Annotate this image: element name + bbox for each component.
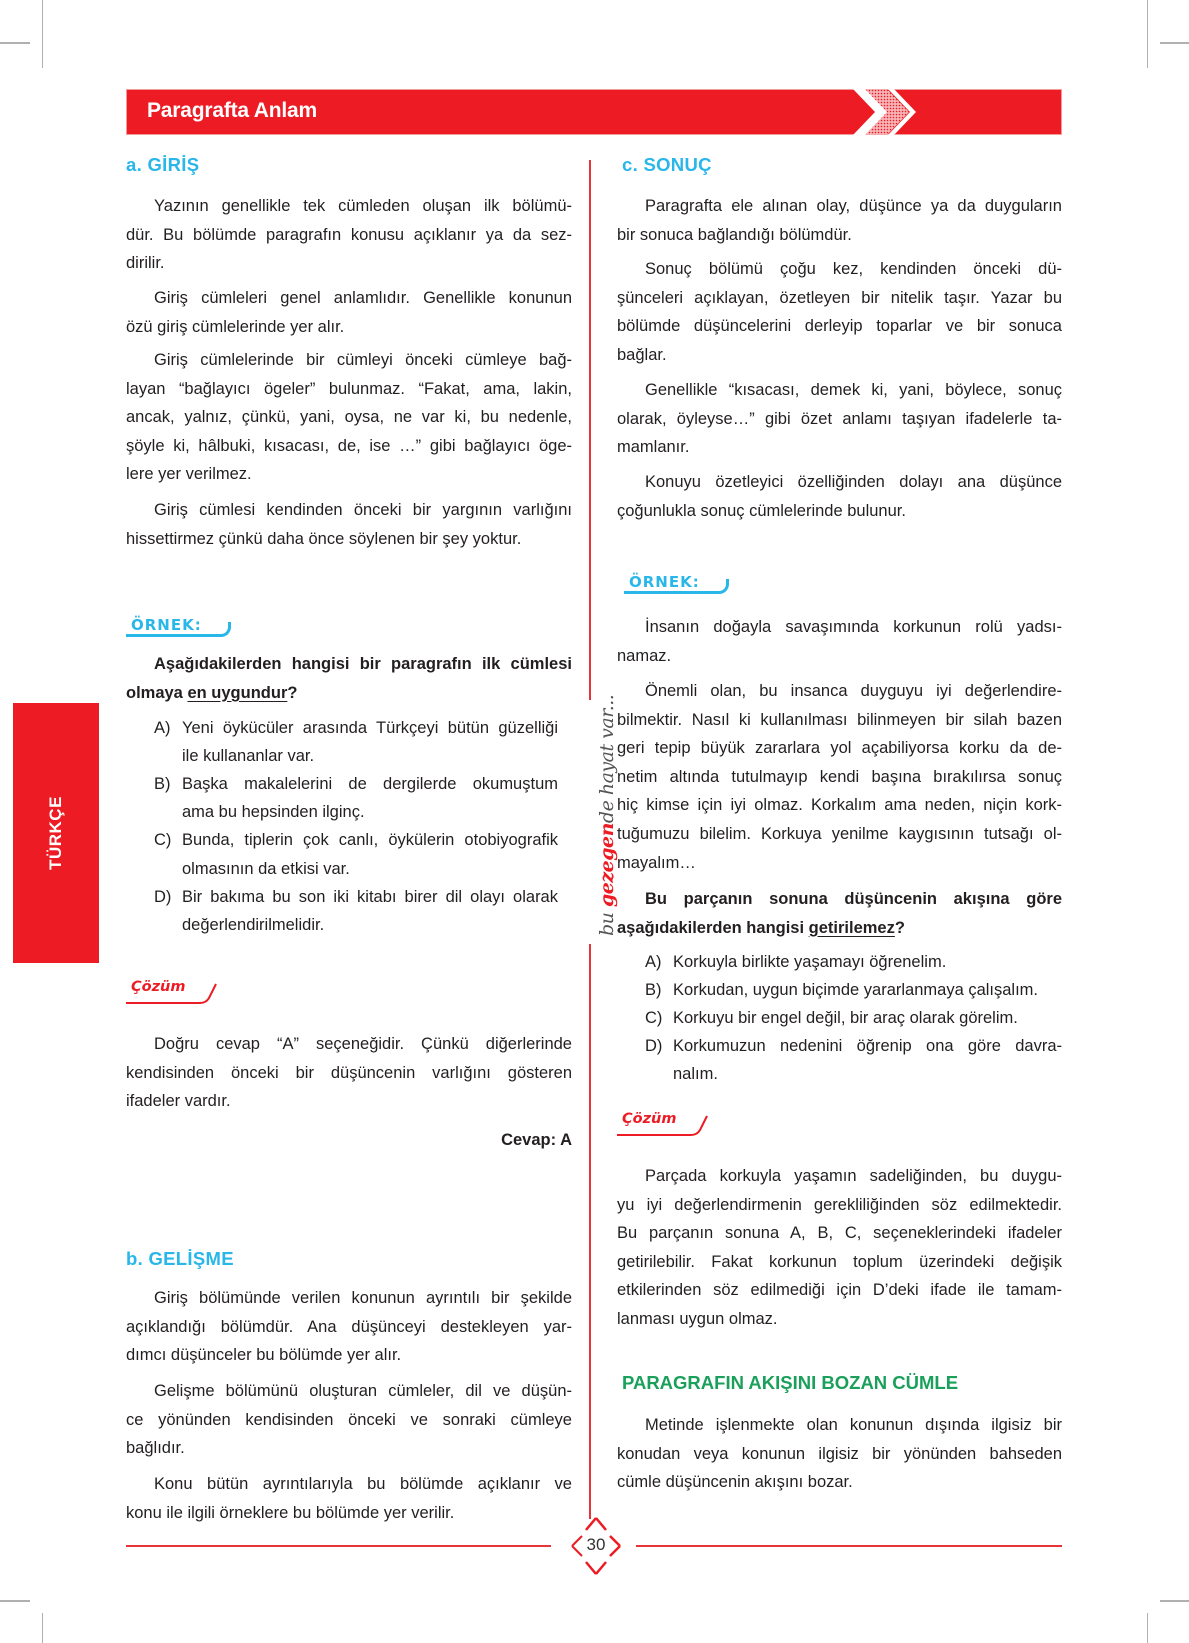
paragraph-line: Giriş cümlelerinde bir cümleyi önceki cümleye bağ-	[154, 351, 572, 369]
option-text: Yeni öykücüler arasında Türkçeyi bütün güzelliği	[182, 719, 558, 737]
question-line: Aşağıdakilerden hangisi bir paragrafın ilk cümlesi	[154, 655, 572, 673]
option-letter: C)	[154, 831, 172, 850]
crop-mark	[1160, 1600, 1189, 1602]
solution-label: Çözüm	[622, 1111, 677, 1127]
crop-mark	[1147, 0, 1148, 68]
paragraph-line: Giriş cümleleri genel anlamlıdır. Genellikle konunun	[154, 289, 572, 307]
option-text: Korkuyla birlikte yaşamayı öğrenelim.	[673, 953, 947, 971]
paragraph-line: Yazının genellikle tek cümleden oluşan ilk bölümü-	[154, 197, 572, 215]
column-divider	[589, 160, 591, 700]
page-number: 30	[586, 1535, 606, 1554]
emphasis-underlined: getirilemez	[808, 918, 895, 937]
chapter-title: Paragrafta Anlam	[147, 99, 317, 122]
paragraph-line: bir sonuca bağlandığı bölümdür.	[617, 225, 852, 244]
example-label-underline	[126, 622, 231, 637]
option-text: ama bu hepsinden ilginç.	[182, 803, 365, 822]
paragraph-line: olarak, öyleyse…” gibi özet anlamı taşıyan ifadelerle ta-	[617, 409, 1062, 428]
paragraph-line: tuğumuzu bilelim. Korkuya yenilme kaygısının tutsağı ol-	[617, 825, 1062, 843]
question-fragment: ?	[894, 918, 905, 937]
crop-mark	[0, 1600, 30, 1602]
column-divider	[589, 944, 591, 1519]
option-letter: C)	[645, 1009, 663, 1028]
paragraph-line: Bu parçanın sonuna A, B, C, seçeneklerindeki ifadeler	[617, 1224, 1062, 1243]
paragraph-line: dirilir.	[126, 254, 165, 273]
crop-mark	[42, 0, 43, 68]
paragraph-line: Giriş cümlesi kendinden önceki bir yargının varlığını	[154, 501, 572, 519]
question-fragment: aşağıdakilerden hangisi	[617, 918, 809, 937]
paragraph-line: Doğru cevap “A” seçeneğidir. Çünkü diğerlerinde	[154, 1035, 572, 1053]
paragraph-line: ce yönünden kendisinden önceki ve sonraki cümleye	[126, 1410, 572, 1429]
paragraph-line: mamlanır.	[617, 438, 690, 457]
paragraph-line: Konuyu özetleyici özelliğinden dolayı ana düşünce	[645, 473, 1062, 491]
solution-label: Çözüm	[131, 979, 186, 995]
option-letter: B)	[154, 775, 171, 794]
option-text: Bir bakıma bu son iki kitabı birer dil olayı olarak	[182, 887, 558, 906]
section-heading-gelisme: b. GELİŞME	[126, 1248, 234, 1269]
paragraph-line: ancak, yalnız, çünkü, yani, oysa, ne var ki, bu nedenle,	[126, 408, 572, 427]
question-fragment: olmaya	[126, 683, 188, 702]
paragraph-line: bağlıdır.	[126, 1439, 185, 1458]
paragraph-line: Gelişme bölümünü oluşturan cümleler, dil ve düşün-	[154, 1382, 572, 1400]
subject-label: TÜRKÇE	[46, 796, 65, 870]
paragraph-line: namaz.	[617, 646, 672, 665]
option-text: Başka makalelerini de dergilerde okumuştum	[182, 775, 558, 794]
paragraph-line: ifadeler vardır.	[126, 1092, 231, 1111]
page-number-badge	[566, 1516, 626, 1576]
vertical-slogan: bu gezegende hayat var...	[596, 694, 618, 936]
option-text: değerlendirilmelidir.	[182, 915, 325, 934]
crop-mark	[0, 42, 30, 44]
paragraph-line: dımcı düşünceler bu bölümde yer alır.	[126, 1346, 402, 1365]
emphasis-underlined: en uygundur	[187, 683, 288, 702]
question-line	[617, 918, 1062, 938]
option-letter: A)	[154, 719, 171, 737]
paragraph-line: lanması uygun olmaz.	[617, 1310, 778, 1328]
paragraph-line: konudan veya konunun ilgisiz bir yönünden bahseden	[617, 1444, 1062, 1463]
option-text: olmasının da etkisi var.	[182, 859, 350, 878]
paragraph-line: Konu bütün ayrıntılarıyla bu bölümde açıklanır ve	[154, 1475, 572, 1493]
paragraph-line: kendisinden önceki bir düşüncenin varlığını gösteren	[126, 1063, 572, 1082]
footer-rule-left	[126, 1545, 551, 1547]
paragraph-line: İnsanın doğayla savaşımında korkunun rolü yadsı-	[645, 618, 1062, 636]
crop-mark	[42, 1613, 43, 1643]
paragraph-line: şünceleri açıklayan, özetleyen bir nitelik taşır. Yazar bu	[617, 288, 1062, 307]
option-letter: D)	[645, 1037, 663, 1056]
crop-mark	[1160, 42, 1189, 44]
question-fragment: ?	[287, 683, 298, 702]
answer-text: Cevap: A	[501, 1131, 572, 1149]
section-heading-giris: a. GİRİŞ	[126, 154, 200, 175]
paragraph-line: Sonuç bölümü çoğu kez, kendinden önceki dü-	[645, 260, 1062, 278]
paragraph-line: bölümde düşüncelerini derleyip toparlar ve bir sonuca	[617, 317, 1062, 336]
paragraph-line: çoğunlukla sonuç cümlelerinde bulunur.	[617, 501, 906, 520]
option-text: Korkumuzun nedenini öğrenip ona göre davra-	[673, 1037, 1062, 1056]
option-text: Korkuyu bir engel değil, bir araç olarak görelim.	[673, 1009, 1018, 1028]
option-text: Korkudan, uygun biçimde yararlanmaya çalışalım.	[673, 981, 1039, 1000]
section-heading-sonuc: c. SONUÇ	[622, 154, 712, 175]
option-text: nalım.	[673, 1065, 718, 1084]
paragraph-line: Giriş bölümünde verilen konunun ayrıntılı bir şekilde	[154, 1289, 572, 1307]
paragraph-line: cümle düşüncenin akışını bozar.	[617, 1473, 853, 1492]
paragraph-line: layan “bağlayıcı ögeler” bulunmaz. “Fakat, ama, lakin,	[126, 379, 572, 398]
paragraph-line: netim altında tutulmayıp kendi başına bırakılırsa sonuç	[617, 767, 1062, 786]
section-heading-bozan-cumle: PARAGRAFIN AKIŞINI BOZAN CÜMLE	[622, 1372, 959, 1393]
paragraph-line: getirilebilir. Fakat korkunun toplum üzerindeki değişik	[617, 1252, 1062, 1271]
paragraph-line: şöyle ki, hâlbuki, kısacası, de, ise …” gibi bağlayıcı öge-	[126, 436, 572, 455]
paragraph-line: Paragrafta ele alınan olay, düşünce ya da duyguların	[645, 197, 1062, 215]
paragraph-line: Önemli olan, bu insanca duyguyu iyi değerlendire-	[645, 682, 1062, 700]
option-letter: B)	[645, 981, 662, 1000]
paragraph-line: etkilerinden söz edilmediği için D’deki ifade ile tamam-	[617, 1281, 1062, 1300]
paragraph-line: Genellikle “kısacası, demek ki, yani, böylece, sonuç	[645, 381, 1062, 399]
paragraph-line: hiç kimse için iyi olmaz. Korkalım ama neden, niçin kork-	[617, 796, 1062, 815]
paragraph-line: mayalım…	[617, 853, 696, 872]
footer-rule-right	[636, 1545, 1062, 1547]
paragraph-line: hissettirmez çünkü daha önce söylenen bir şey yoktur.	[126, 529, 522, 548]
example-label: ÖRNEK:	[629, 573, 700, 591]
paragraph-line: açıklandığı bölümdür. Ana düşünceyi destekleyen yar-	[126, 1317, 572, 1336]
paragraph-line: geri tepip büyük zararlara yol açabiliyorsa korku da de-	[617, 739, 1062, 758]
paragraph-line: konu ile ilgili örneklere bu bölümde yer verilir.	[126, 1503, 455, 1522]
option-text: ile kullananlar var.	[182, 747, 315, 766]
double-chevron-icon	[853, 89, 917, 135]
paragraph-line: bilmektir. Nasıl ki kullanılması bilinmeyen bir silah bazen	[617, 710, 1062, 729]
option-letter: D)	[154, 887, 172, 906]
paragraph-line: lere yer verilmez.	[126, 465, 252, 484]
paragraph-line: dür. Bu bölümde paragrafın konusu açıklanır ya da sez-	[126, 225, 572, 244]
paragraph-line: yu iyi değerlendirmenin gerekliliğinden söz edilmektedir.	[617, 1195, 1062, 1214]
question-line	[126, 683, 572, 703]
option-letter: A)	[645, 953, 662, 971]
crop-mark	[1147, 1613, 1148, 1643]
solution-label-underline	[617, 1114, 709, 1138]
chapter-banner	[126, 89, 1062, 135]
option-text: Bunda, tiplerin çok canlı, öykülerin otobiyografik	[182, 831, 558, 850]
paragraph-line: bağlar.	[617, 345, 667, 364]
subject-side-tab	[13, 703, 99, 963]
example-label: ÖRNEK:	[131, 616, 202, 634]
solution-label-underline	[126, 982, 218, 1006]
example-label-underline	[624, 579, 729, 594]
paragraph-line: özü giriş cümlelerinde yer alır.	[126, 317, 345, 336]
paragraph-line: Parçada korkuyla yaşamın sadeliğinden, bu duygu-	[645, 1167, 1062, 1185]
paragraph-line: Metinde işlenmekte olan konunun dışında ilgisiz bir	[645, 1416, 1062, 1434]
question-line: Bu parçanın sonuna düşüncenin akışına göre	[645, 890, 1062, 908]
